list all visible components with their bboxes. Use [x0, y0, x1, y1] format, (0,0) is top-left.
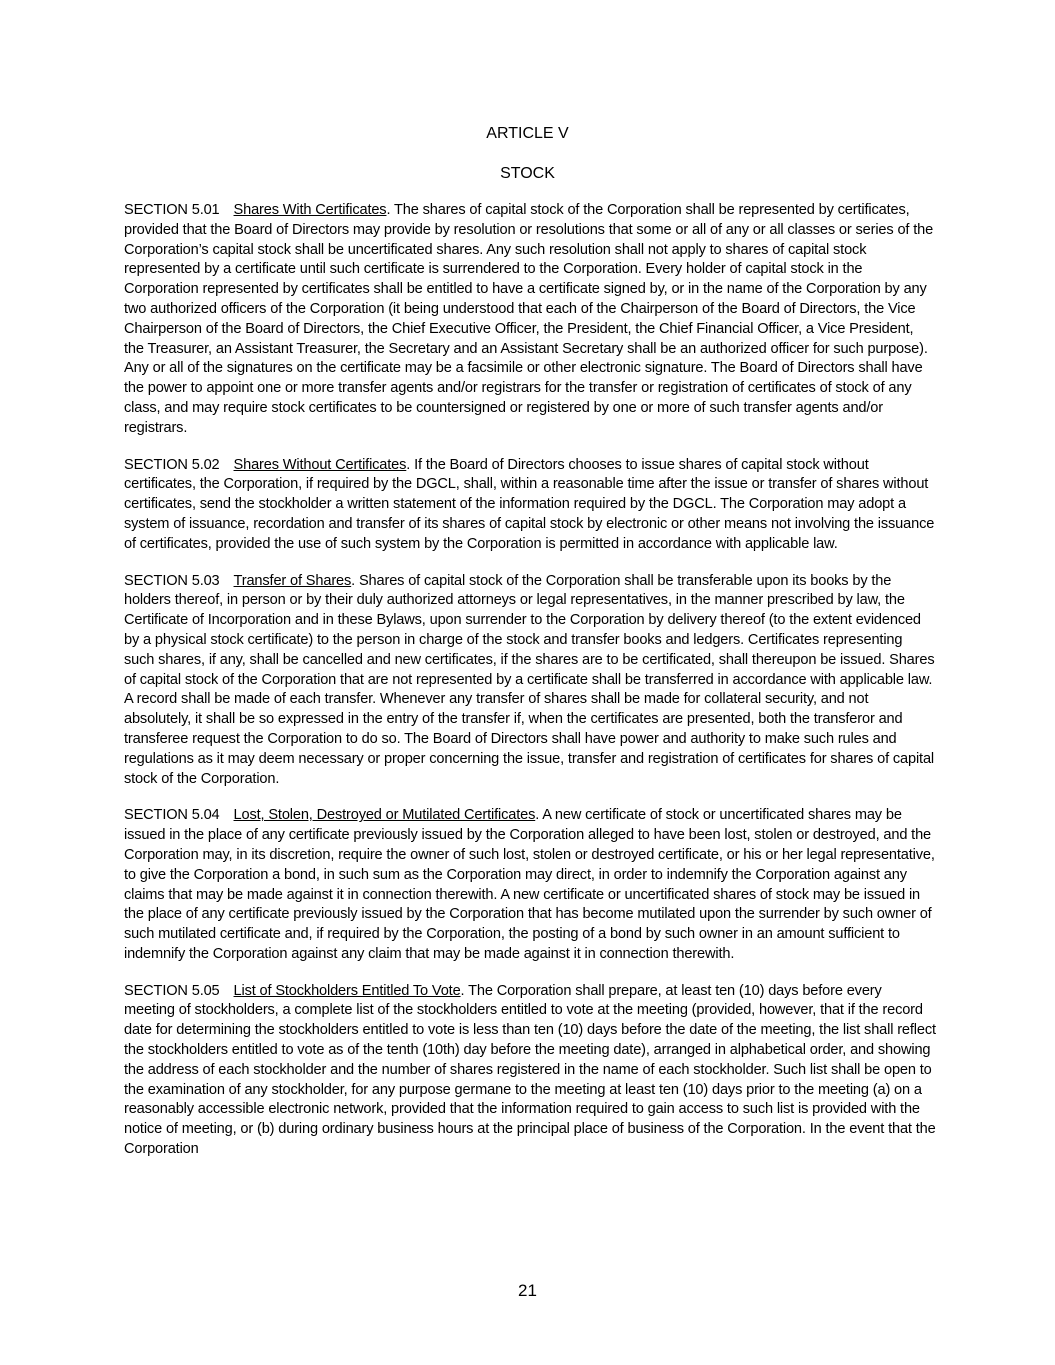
- section-text: . The shares of capital stock of the Corporation shall be represented by certificates, provided that the Board of Directors may provide by resolution or resolutions that some or all of any or all classes or series of the Corporation’s capital stock shall be uncertificated shares. Any such resolution shall not apply to shares of capital stock represented by a certificate until such certificate is surrendered to the Corporation. Every holder of capital stock in the Corporation represented by certificates shall be entitled to have a certificate signed by, or in the name of the Corporation by any two authorized officers of the Corporation (it being understood that each of the Chairperson of the Board of Directors, the Vice Chairperson of the Board of Directors, the Chief Executive Officer, the President, the Chief Financial Officer, a Vice President, the Treasurer, an Assistant Treasurer, the Secretary and an Assistant Secretary shall be an authorized officer for such purpose). Any or all of the signatures on the certificate may be a facsimile or other electronic signature. The Board of Directors shall have the power to appoint one or more transfer agents and/or registrars for the transfer or registration of certificates of stock of any class, and may require stock certificates to be countersigned or registered by one or more of such transfer agents and/or registrars.: [124, 202, 934, 436]
- section-text: . The Corporation shall prepare, at least ten (10) days before every meeting of stockholders, a complete list of the stockholders entitled to vote at the meeting (provided, however, that if the record date for determining the stockholders entitled to vote is less than ten (10) days before the date of the meeting, the list shall reflect the stockholders entitled to vote as of the tenth (10th) day before the meeting date), arranged in alphabetical order, and showing the address of each stockholder and the number of shares registered in the name of each stockholder. Such list shall be open to the examination of any stockholder, for any purpose germane to the meeting at least ten (10) days prior to the meeting (a) on a reasonably accessible electronic network, provided that the information required to gain access to such list is provided with the notice of meeting, or (b) during ordinary business hours at the principal place of business of the Corporation. In the event that the Corporation: [124, 982, 936, 1158]
- section-5-05: [124, 982, 936, 1160]
- section-number: SECTION 5.03: [124, 572, 220, 589]
- section-heading: Lost, Stolen, Destroyed or Mutilated Certificates: [233, 807, 536, 824]
- section-number: SECTION 5.05: [124, 982, 220, 999]
- section-text: . If the Board of Directors chooses to issue shares of capital stock without certificates, the Corporation, if required by the DGCL, shall, within a reasonable time after the issue or transfer of shares without certificates, send the stockholder a written statement of the information required by the DGCL. The Corporation may adopt a system of issuance, recordation and transfer of its shares of capital stock by electronic or other means not involving the issuance of certificates, provided the use of such system by the Corporation is permitted in accordance with applicable law.: [124, 456, 935, 552]
- article-title: ARTICLE V: [486, 125, 569, 142]
- section-number: SECTION 5.02: [124, 456, 220, 473]
- section-text: . Shares of capital stock of the Corporation shall be transferable upon its books by the holders thereof, in person or by their duly authorized attorneys or legal representatives, in the manner prescribed by law, the Certificate of Incorporation and in these Bylaws, upon surrender to the Corporation by delivery thereof (to the extent evidenced by a physical stock certificate) to the person in charge of the stock and transfer books and ledgers. Certificates representing such shares, if any, shall be cancelled and new certificates, if the shares are to be certificated, shall thereupon be issued. Shares of capital stock of the Corporation that are not represented by a certificate shall be transferred in accordance with applicable law. A record shall be made of each transfer. Whenever any transfer of shares shall be made for collateral security, and not absolutely, it shall be so expressed in the entry of the transfer if, when the certificates are presented, both the transferor and transferee request the Corporation to do so. The Board of Directors shall have power and authority to make such rules and regulations as it may deem necessary or proper concerning the issue, transfer and registration of certificates for shares of capital stock of the Corporation.: [124, 572, 935, 787]
- section-5-04: [124, 806, 936, 964]
- document-body: [124, 201, 936, 1177]
- section-number: SECTION 5.04: [124, 807, 220, 824]
- section-5-02: [124, 456, 936, 555]
- section-heading: List of Stockholders Entitled To Vote: [233, 982, 461, 999]
- section-heading: Transfer of Shares: [233, 572, 352, 589]
- section-heading: Shares With Certificates: [233, 202, 387, 218]
- article-subtitle: STOCK: [500, 165, 555, 182]
- section-number: SECTION 5.01: [124, 202, 220, 218]
- section-text: . A new certificate of stock or uncertificated shares may be issued in the place of any certificate previously issued by the Corporation alleged to have been lost, stolen or destroyed, and the Corporation may, in its discretion, require the owner of such lost, stolen or destroyed certificate, or his or her legal representative, to give the Corporation a bond, in such sum as the Corporation may direct, in order to indemnify the Corporation against any claims that may be made against it in connection therewith. A new certificate or uncertificated shares of stock may be issued in the place of any certificate previously issued by the Corporation that has become mutilated upon the surrender by such owner of such mutilated certificate and, if required by the Corporation, the posting of a bond by such owner in an amount sufficient to indemnify the Corporation against any claim that may be made against it in connection therewith.: [124, 807, 935, 962]
- section-5-03: [124, 572, 936, 790]
- section-5-01: [124, 201, 936, 439]
- page-number: 21: [518, 1281, 537, 1300]
- section-heading: Shares Without Certificates: [233, 456, 407, 473]
